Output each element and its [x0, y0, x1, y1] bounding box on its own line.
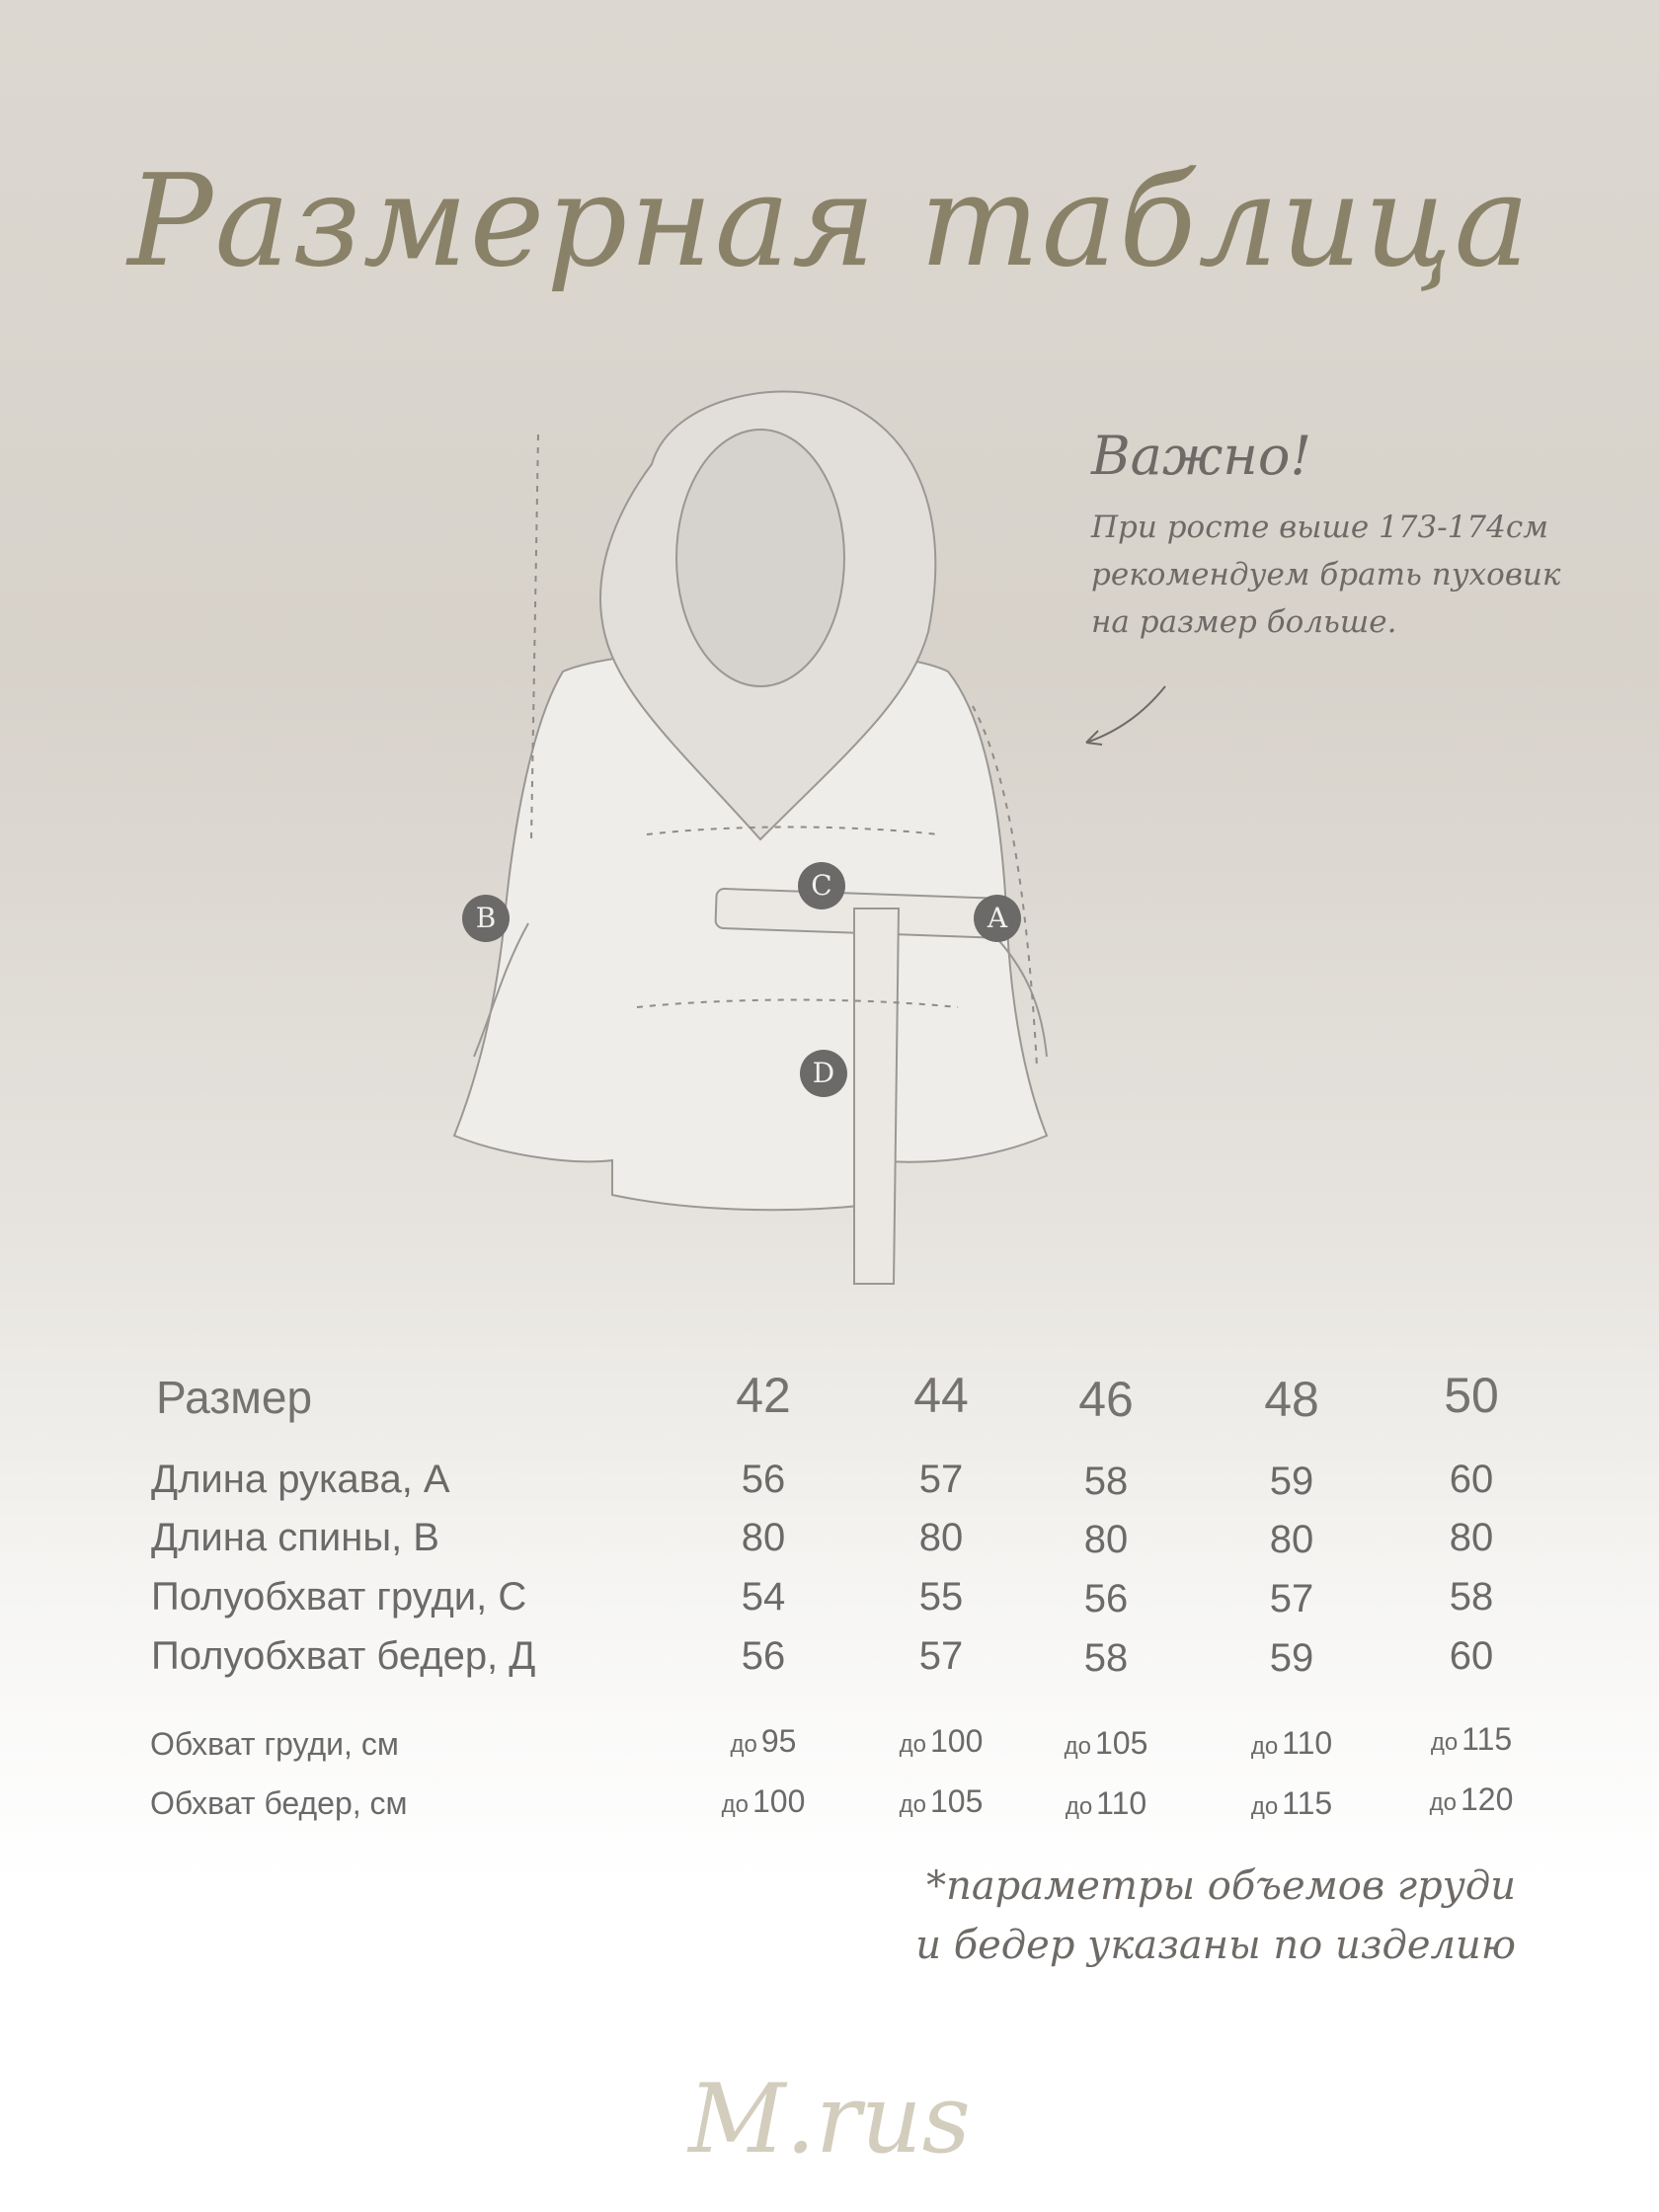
body-cell: до 100 — [899, 1723, 984, 1759]
marker-d: D — [800, 1050, 847, 1097]
table-cell: 58 — [1449, 1575, 1494, 1619]
size-header: 44 — [913, 1368, 969, 1423]
body-row-label: Обхват груди, см — [150, 1726, 399, 1762]
note-heading: Важно! — [1091, 425, 1312, 487]
table-cell: 57 — [1269, 1577, 1314, 1620]
body-cell: до 115 — [1250, 1785, 1333, 1821]
marker-a: A — [974, 895, 1021, 942]
size-header: 50 — [1444, 1368, 1499, 1423]
size-header: 42 — [736, 1368, 791, 1423]
table-cell: 80 — [1449, 1516, 1494, 1559]
table-cell: 59 — [1269, 1636, 1314, 1680]
table-cell: 80 — [1083, 1518, 1129, 1561]
table-cell: 57 — [918, 1458, 964, 1501]
brand-logo: M.rus — [688, 2064, 971, 2174]
table-cell: 57 — [918, 1634, 964, 1678]
body-cell: до 95 — [730, 1723, 797, 1759]
body-cell: до 105 — [899, 1783, 984, 1819]
body-cell: до 110 — [1065, 1785, 1147, 1821]
coat-illustration — [434, 375, 1146, 1294]
table-cell: 56 — [741, 1634, 786, 1678]
table-cell: 60 — [1449, 1458, 1494, 1501]
footnote — [915, 1856, 1516, 1975]
table-cell: 56 — [1083, 1577, 1129, 1620]
table-cell: 55 — [918, 1575, 964, 1619]
body-row-label: Обхват бедер, см — [150, 1785, 408, 1821]
body-cell: до 110 — [1250, 1725, 1333, 1761]
table-cell: 54 — [741, 1575, 786, 1619]
note-line: При росте выше 173-174см — [1091, 510, 1548, 545]
table-cell: 58 — [1083, 1460, 1129, 1503]
note-line: на размер больше. — [1091, 604, 1397, 640]
arrow-icon — [1076, 681, 1175, 750]
table-cell: 80 — [918, 1516, 964, 1559]
table-row-label: Длина спины, В — [151, 1516, 439, 1559]
footnote-line-2: и бедер указаны по изделию — [915, 1923, 1516, 1968]
marker-c: C — [798, 862, 845, 909]
table-cell: 58 — [1083, 1636, 1129, 1680]
size-header: 48 — [1264, 1372, 1319, 1427]
table-row-label: Полуобхват груди, С — [151, 1575, 527, 1619]
table-cell: 56 — [741, 1458, 786, 1501]
table-row-label: Длина рукава, А — [151, 1458, 450, 1501]
table-cell: 59 — [1269, 1460, 1314, 1503]
marker-b: B — [462, 895, 510, 942]
table-cell: 80 — [741, 1516, 786, 1559]
body-cell: до 120 — [1429, 1781, 1514, 1817]
table-cell: 60 — [1449, 1634, 1494, 1678]
table-cell: 80 — [1269, 1518, 1314, 1561]
size-header: 46 — [1078, 1372, 1134, 1427]
body-cell: до 100 — [721, 1783, 806, 1819]
note-line: рекомендуем брать пуховик — [1091, 557, 1561, 592]
footnote-line-1: *параметры объемов груди — [926, 1863, 1516, 1909]
body-cell: до 115 — [1430, 1721, 1513, 1757]
table-row-label: Полуобхват бедер, Д — [151, 1634, 536, 1678]
note-body — [1091, 504, 1605, 646]
table-header-label: Размер — [156, 1372, 313, 1423]
page-title: Размерная таблица — [127, 148, 1532, 295]
body-cell: до 105 — [1064, 1725, 1148, 1761]
